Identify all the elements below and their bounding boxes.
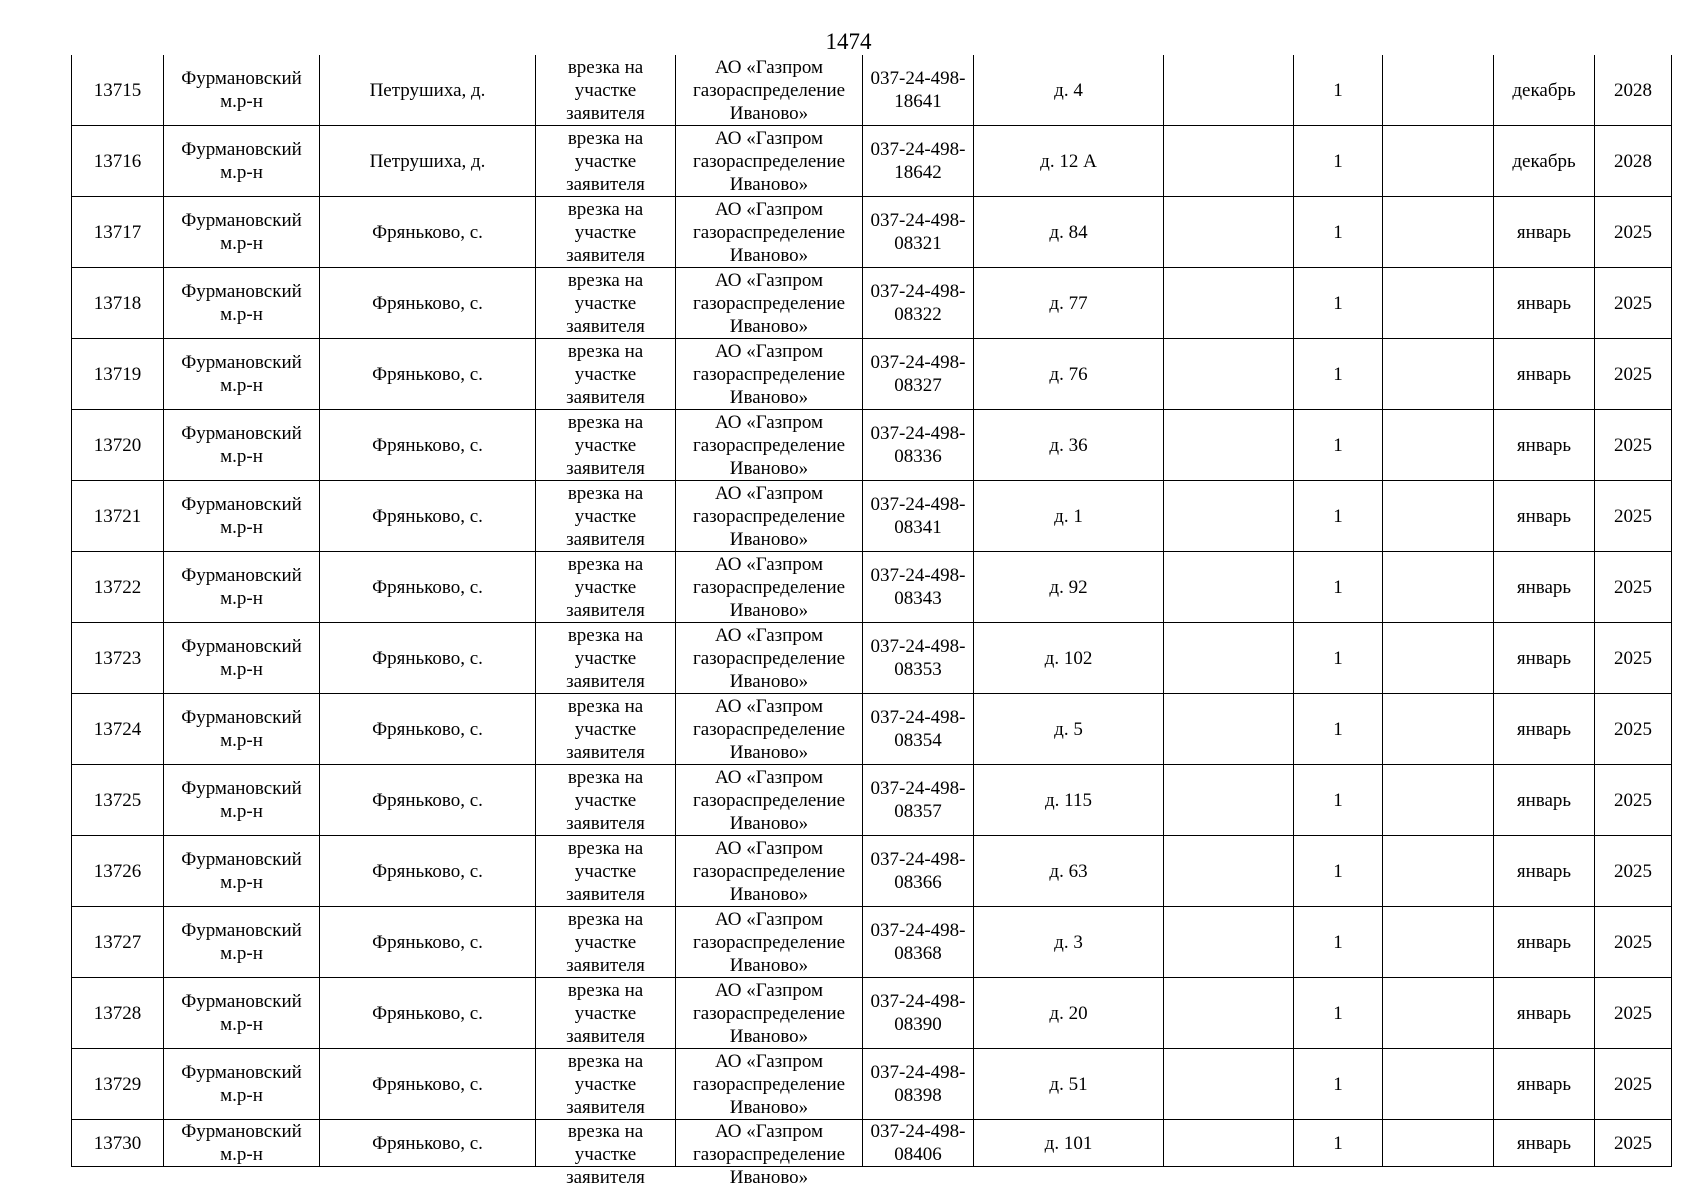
cell-district: Фурмановский м.р-н: [164, 197, 320, 268]
table-row: [72, 197, 1672, 268]
page-number: 1474: [825, 29, 872, 54]
table-row: [72, 907, 1672, 978]
cell-organization: АО «Газпром газораспределение Иваново»: [676, 126, 863, 197]
cell-address: д. 1: [974, 481, 1164, 552]
cell-address: д. 20: [974, 978, 1164, 1049]
cell-code: 037-24-498-18642: [863, 126, 974, 197]
cell-count: 1: [1294, 1120, 1383, 1167]
cell-locality: Фряньково, с.: [320, 1049, 536, 1120]
cell-count: 1: [1294, 907, 1383, 978]
cell-number: 13718: [72, 268, 164, 339]
cell-year: 2025: [1595, 907, 1672, 978]
cell-month: декабрь: [1494, 126, 1595, 197]
cell-month: январь: [1494, 694, 1595, 765]
cell-organization: АО «Газпром газораспределение Иваново»: [676, 197, 863, 268]
cell-month: январь: [1494, 268, 1595, 339]
cell-organization: АО «Газпром газораспределение Иваново»: [676, 268, 863, 339]
cell-organization: АО «Газпром газораспределение Иваново»: [676, 907, 863, 978]
cell-extra: [1164, 1049, 1294, 1120]
cell-connection-type: врезка на участке заявителя: [536, 410, 676, 481]
cell-year: 2028: [1595, 55, 1672, 126]
cell-address: д. 5: [974, 694, 1164, 765]
cell-year: 2025: [1595, 836, 1672, 907]
cell-locality: Фряньково, с.: [320, 694, 536, 765]
cell-count: 1: [1294, 552, 1383, 623]
cell-month: январь: [1494, 1049, 1595, 1120]
cell-year: 2025: [1595, 268, 1672, 339]
cell-note: [1383, 623, 1494, 694]
cell-district: Фурмановский м.р-н: [164, 765, 320, 836]
cell-code: 037-24-498-08322: [863, 268, 974, 339]
cell-count: 1: [1294, 410, 1383, 481]
cell-connection-type: врезка на участке заявителя: [536, 765, 676, 836]
cell-month: январь: [1494, 339, 1595, 410]
cell-locality: Фряньково, с.: [320, 410, 536, 481]
cell-connection-type: врезка на участке заявителя: [536, 1120, 676, 1167]
cell-note: [1383, 694, 1494, 765]
cell-number: 13728: [72, 978, 164, 1049]
cell-note: [1383, 552, 1494, 623]
cell-month: январь: [1494, 552, 1595, 623]
table-row: [72, 836, 1672, 907]
table-row: [72, 623, 1672, 694]
cell-note: [1383, 339, 1494, 410]
cell-number: 13729: [72, 1049, 164, 1120]
cell-month: январь: [1494, 410, 1595, 481]
cell-connection-type: врезка на участке заявителя: [536, 907, 676, 978]
cell-count: 1: [1294, 978, 1383, 1049]
cell-extra: [1164, 694, 1294, 765]
cell-locality: Фряньково, с.: [320, 907, 536, 978]
table-row: [72, 55, 1672, 126]
cell-locality: Фряньково, с.: [320, 481, 536, 552]
cell-month: декабрь: [1494, 55, 1595, 126]
cell-year: 2025: [1595, 339, 1672, 410]
cell-district: Фурмановский м.р-н: [164, 907, 320, 978]
cell-month: январь: [1494, 978, 1595, 1049]
cell-district: Фурмановский м.р-н: [164, 481, 320, 552]
cell-note: [1383, 55, 1494, 126]
cell-count: 1: [1294, 55, 1383, 126]
cell-extra: [1164, 765, 1294, 836]
cell-note: [1383, 268, 1494, 339]
cell-number: 13725: [72, 765, 164, 836]
cell-year: 2025: [1595, 410, 1672, 481]
cell-locality: Петрушиха, д.: [320, 126, 536, 197]
cell-number: 13719: [72, 339, 164, 410]
cell-organization: АО «Газпром газораспределение Иваново»: [676, 410, 863, 481]
cell-number: 13723: [72, 623, 164, 694]
table-row: [72, 765, 1672, 836]
cell-count: 1: [1294, 339, 1383, 410]
cell-month: январь: [1494, 765, 1595, 836]
cell-locality: Фряньково, с.: [320, 978, 536, 1049]
cell-code: 037-24-498-08398: [863, 1049, 974, 1120]
cell-code: 037-24-498-08406: [863, 1120, 974, 1167]
cell-district: Фурмановский м.р-н: [164, 552, 320, 623]
cell-extra: [1164, 481, 1294, 552]
cell-connection-type: врезка на участке заявителя: [536, 339, 676, 410]
cell-connection-type: врезка на участке заявителя: [536, 481, 676, 552]
cell-organization: АО «Газпром газораспределение Иваново»: [676, 623, 863, 694]
cell-note: [1383, 1049, 1494, 1120]
cell-number: 13724: [72, 694, 164, 765]
cell-organization: АО «Газпром газораспределение Иваново»: [676, 836, 863, 907]
cell-district: Фурмановский м.р-н: [164, 126, 320, 197]
cell-address: д. 51: [974, 1049, 1164, 1120]
table-row: [72, 978, 1672, 1049]
cell-connection-type: врезка на участке заявителя: [536, 55, 676, 126]
cell-organization: АО «Газпром газораспределение Иваново»: [676, 552, 863, 623]
cell-count: 1: [1294, 694, 1383, 765]
cell-number: 13722: [72, 552, 164, 623]
cell-address: д. 102: [974, 623, 1164, 694]
cell-locality: Фряньково, с.: [320, 765, 536, 836]
cell-address: д. 4: [974, 55, 1164, 126]
cell-year: 2025: [1595, 978, 1672, 1049]
cell-extra: [1164, 126, 1294, 197]
cell-district: Фурмановский м.р-н: [164, 1049, 320, 1120]
cell-month: январь: [1494, 907, 1595, 978]
table-row: [72, 410, 1672, 481]
cell-month: январь: [1494, 197, 1595, 268]
cell-note: [1383, 1120, 1494, 1167]
cell-note: [1383, 126, 1494, 197]
cell-note: [1383, 765, 1494, 836]
cell-organization: АО «Газпром газораспределение Иваново»: [676, 1049, 863, 1120]
cell-connection-type: врезка на участке заявителя: [536, 552, 676, 623]
cell-address: д. 63: [974, 836, 1164, 907]
cell-year: 2025: [1595, 481, 1672, 552]
cell-year: 2025: [1595, 552, 1672, 623]
cell-extra: [1164, 268, 1294, 339]
cell-connection-type: врезка на участке заявителя: [536, 197, 676, 268]
cell-organization: АО «Газпром газораспределение Иваново»: [676, 55, 863, 126]
cell-district: Фурмановский м.р-н: [164, 978, 320, 1049]
table-row: [72, 552, 1672, 623]
cell-extra: [1164, 978, 1294, 1049]
cell-extra: [1164, 907, 1294, 978]
cell-locality: Фряньково, с.: [320, 1120, 536, 1167]
cell-code: 037-24-498-08368: [863, 907, 974, 978]
cell-month: январь: [1494, 623, 1595, 694]
cell-connection-type: врезка на участке заявителя: [536, 623, 676, 694]
cell-code: 037-24-498-08357: [863, 765, 974, 836]
cell-address: д. 101: [974, 1120, 1164, 1167]
cell-code: 037-24-498-08343: [863, 552, 974, 623]
table-row: [72, 1120, 1672, 1167]
cell-year: 2028: [1595, 126, 1672, 197]
cell-address: д. 115: [974, 765, 1164, 836]
cell-number: 13727: [72, 907, 164, 978]
table-row: [72, 339, 1672, 410]
cell-month: январь: [1494, 1120, 1595, 1167]
cell-district: Фурмановский м.р-н: [164, 623, 320, 694]
cell-extra: [1164, 55, 1294, 126]
cell-note: [1383, 907, 1494, 978]
cell-count: 1: [1294, 197, 1383, 268]
cell-district: Фурмановский м.р-н: [164, 268, 320, 339]
cell-note: [1383, 481, 1494, 552]
cell-district: Фурмановский м.р-н: [164, 1120, 320, 1167]
cell-extra: [1164, 339, 1294, 410]
cell-year: 2025: [1595, 1120, 1672, 1167]
cell-district: Фурмановский м.р-н: [164, 339, 320, 410]
cell-connection-type: врезка на участке заявителя: [536, 694, 676, 765]
cell-address: д. 36: [974, 410, 1164, 481]
cell-extra: [1164, 197, 1294, 268]
cell-address: д. 12 А: [974, 126, 1164, 197]
cell-address: д. 3: [974, 907, 1164, 978]
cell-number: 13716: [72, 126, 164, 197]
cell-address: д. 77: [974, 268, 1164, 339]
cell-number: 13717: [72, 197, 164, 268]
cell-number: 13730: [72, 1120, 164, 1167]
cell-count: 1: [1294, 1049, 1383, 1120]
cell-year: 2025: [1595, 197, 1672, 268]
table-row: [72, 1049, 1672, 1120]
cell-code: 037-24-498-08390: [863, 978, 974, 1049]
cell-locality: Фряньково, с.: [320, 339, 536, 410]
cell-locality: Фряньково, с.: [320, 836, 536, 907]
cell-district: Фурмановский м.р-н: [164, 55, 320, 126]
cell-district: Фурмановский м.р-н: [164, 836, 320, 907]
cell-note: [1383, 410, 1494, 481]
cell-count: 1: [1294, 126, 1383, 197]
cell-extra: [1164, 410, 1294, 481]
cell-year: 2025: [1595, 623, 1672, 694]
cell-extra: [1164, 1120, 1294, 1167]
cell-count: 1: [1294, 623, 1383, 694]
cell-locality: Фряньково, с.: [320, 623, 536, 694]
cell-connection-type: врезка на участке заявителя: [536, 268, 676, 339]
cell-year: 2025: [1595, 765, 1672, 836]
cell-code: 037-24-498-08336: [863, 410, 974, 481]
cell-extra: [1164, 836, 1294, 907]
cell-number: 13715: [72, 55, 164, 126]
table-row: [72, 126, 1672, 197]
cell-year: 2025: [1595, 694, 1672, 765]
cell-district: Фурмановский м.р-н: [164, 694, 320, 765]
cell-address: д. 76: [974, 339, 1164, 410]
cell-address: д. 92: [974, 552, 1164, 623]
cell-count: 1: [1294, 268, 1383, 339]
table-body: [72, 55, 1672, 1188]
cell-code: 037-24-498-08354: [863, 694, 974, 765]
cell-note: [1383, 197, 1494, 268]
cell-district: Фурмановский м.р-н: [164, 410, 320, 481]
table-row: [72, 268, 1672, 339]
cell-number: 13721: [72, 481, 164, 552]
cell-year: 2025: [1595, 1049, 1672, 1120]
cell-month: январь: [1494, 836, 1595, 907]
cell-code: 037-24-498-08366: [863, 836, 974, 907]
cell-code: 037-24-498-08353: [863, 623, 974, 694]
cell-connection-type: врезка на участке заявителя: [536, 836, 676, 907]
cell-locality: Петрушиха, д.: [320, 55, 536, 126]
cell-organization: АО «Газпром газораспределение Иваново»: [676, 978, 863, 1049]
cell-locality: Фряньково, с.: [320, 197, 536, 268]
cell-organization: АО «Газпром газораспределение Иваново»: [676, 481, 863, 552]
cell-connection-type: врезка на участке заявителя: [536, 1049, 676, 1120]
cell-count: 1: [1294, 836, 1383, 907]
cell-organization: АО «Газпром газораспределение Иваново»: [676, 765, 863, 836]
cell-number: 13720: [72, 410, 164, 481]
cell-note: [1383, 836, 1494, 907]
cell-code: 037-24-498-08321: [863, 197, 974, 268]
cell-code: 037-24-498-08327: [863, 339, 974, 410]
cell-locality: Фряньково, с.: [320, 552, 536, 623]
cell-month: январь: [1494, 481, 1595, 552]
cell-organization: АО «Газпром газораспределение Иваново»: [676, 339, 863, 410]
cell-extra: [1164, 623, 1294, 694]
table-row: [72, 481, 1672, 552]
table-row: [72, 694, 1672, 765]
cell-connection-type: врезка на участке заявителя: [536, 978, 676, 1049]
connections-table: [71, 55, 1672, 1188]
cell-note: [1383, 978, 1494, 1049]
cell-locality: Фряньково, с.: [320, 268, 536, 339]
cell-code: 037-24-498-18641: [863, 55, 974, 126]
cell-number: 13726: [72, 836, 164, 907]
cell-organization: АО «Газпром газораспределение Иваново»: [676, 694, 863, 765]
cell-count: 1: [1294, 481, 1383, 552]
cell-code: 037-24-498-08341: [863, 481, 974, 552]
cell-organization: АО «Газпром газораспределение Иваново»: [676, 1120, 863, 1167]
cell-connection-type: врезка на участке заявителя: [536, 126, 676, 197]
cell-address: д. 84: [974, 197, 1164, 268]
cell-extra: [1164, 552, 1294, 623]
cell-count: 1: [1294, 765, 1383, 836]
